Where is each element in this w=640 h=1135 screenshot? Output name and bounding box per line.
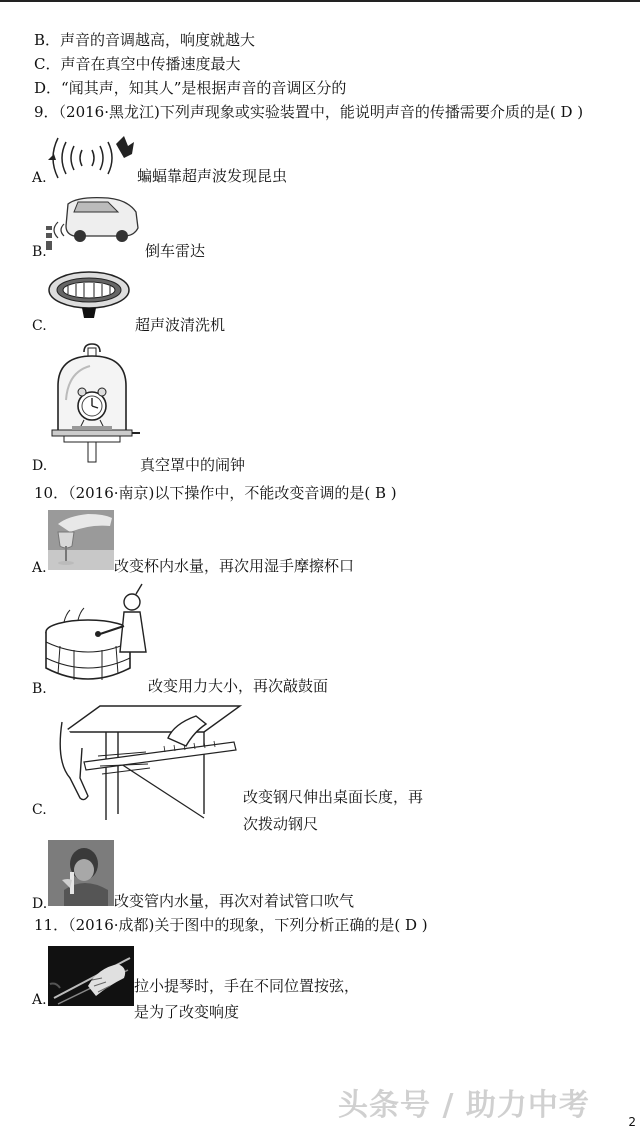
- q10-stem: 10．（2016·南京)以下操作中，不能改变音调的是( B ): [34, 484, 397, 502]
- q10-option-c-letter: C.: [32, 802, 47, 818]
- q9-stem: 9．（2016·黑龙江)下列声现象或实验装置中，能说明声音的传播需要介质的是( D ): [34, 103, 584, 121]
- q9-option-c-letter: C.: [32, 318, 47, 334]
- q10-option-d-letter: D.: [32, 896, 48, 912]
- q10-option-a-text: 改变杯内水量，再次用湿手摩擦杯口: [114, 557, 355, 575]
- drum-figure: [44, 582, 150, 690]
- q10-option-d-text: 改变管内水量，再次对着试管口吹气: [114, 892, 355, 910]
- q8-option-b: B．声音的音调越高，响度就越大: [34, 31, 256, 49]
- q9-option-a-letter: A.: [32, 170, 47, 186]
- q10-option-a-letter: A.: [32, 560, 47, 576]
- q11-stem: 11．（2016·成都)关于图中的现象，下列分析正确的是( D ): [34, 916, 428, 934]
- q11-option-a-letter: A.: [32, 992, 47, 1008]
- q10-option-c-text-line2: 次拨动钢尺: [243, 815, 319, 833]
- top-rule: [0, 0, 640, 2]
- bell-jar-clock-figure: [44, 340, 140, 468]
- q9-option-d-letter: D.: [32, 458, 48, 474]
- q9-option-b-letter: B.: [32, 244, 47, 260]
- q10-option-b-text: 改变用力大小，再次敲鼓面: [148, 677, 329, 695]
- q10-option-b-letter: B.: [32, 681, 47, 697]
- q9-option-d-text: 真空罩中的闹钟: [140, 456, 246, 474]
- q10-option-c-text-line1: 改变钢尺伸出桌面长度，再: [243, 788, 424, 806]
- bat-ultrasound-figure: [46, 130, 136, 184]
- q11-option-a-text-line1: 拉小提琴时，手在不同位置按弦，: [134, 977, 360, 995]
- q8-option-d: D．“闻其声，知其人”是根据声音的音调区分的: [34, 79, 347, 97]
- steel-ruler-figure: [44, 702, 244, 832]
- q9-option-c-text: 超声波清洗机: [135, 316, 226, 334]
- reversing-radar-figure: [44, 194, 140, 252]
- violin-photo: [48, 946, 134, 1006]
- test-tube-blowing-photo: [48, 840, 114, 906]
- wine-glass-photo: [48, 510, 114, 570]
- ultrasonic-cleaner-figure: [46, 268, 132, 324]
- q8-option-c: C．声音在真空中传播速度最大: [34, 55, 241, 73]
- q9-option-a-text: 蝙蝠靠超声波发现昆虫: [137, 167, 288, 185]
- page-number: 2: [628, 1115, 636, 1129]
- q9-option-b-text: 倒车雷达: [145, 242, 206, 260]
- watermark: 头条号 / 助力中考: [338, 1088, 590, 1123]
- q11-option-a-text-line2: 是为了改变响度: [134, 1003, 240, 1021]
